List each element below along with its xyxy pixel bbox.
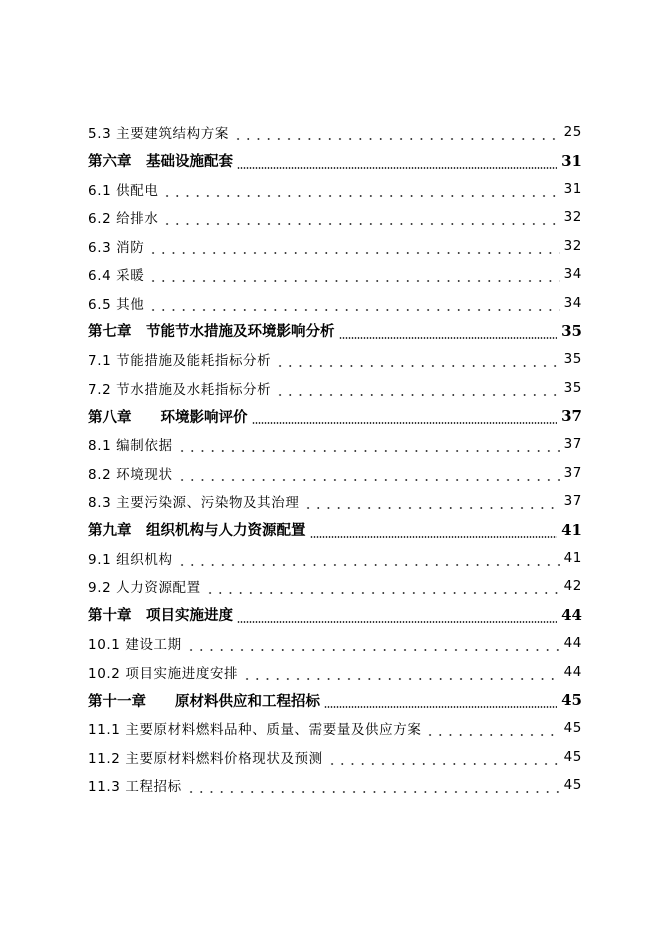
toc-page-number: 32 bbox=[563, 237, 582, 254]
toc-page-number: 37 bbox=[563, 464, 582, 481]
toc-entry-title: 第十章 项目实施进度 bbox=[88, 607, 233, 625]
dot-leader bbox=[303, 496, 559, 510]
table-of-contents bbox=[88, 118, 582, 799]
toc-page-number: 25 bbox=[563, 124, 582, 141]
toc-entry-title: 11.1 主要原材料燃料品种、质量、需要量及供应方案 bbox=[88, 722, 422, 739]
toc-page-number: 31 bbox=[563, 180, 582, 197]
toc-section-entry[interactable] bbox=[88, 260, 582, 288]
toc-section-entry[interactable] bbox=[88, 175, 582, 203]
dot-leader bbox=[327, 752, 560, 766]
toc-entry-title: 第七章 节能节水措施及环境影响分析 bbox=[88, 323, 335, 341]
toc-page-number: 45 bbox=[561, 691, 582, 709]
toc-section-entry[interactable] bbox=[88, 572, 582, 600]
dot-leader bbox=[205, 581, 560, 595]
toc-section-entry[interactable] bbox=[88, 714, 582, 742]
toc-entry-title: 第九章 组织机构与人力资源配置 bbox=[88, 522, 306, 540]
dot-leader bbox=[186, 780, 560, 794]
dot-leader bbox=[324, 695, 557, 709]
toc-page-number: 41 bbox=[563, 550, 582, 567]
toc-section-entry[interactable] bbox=[88, 203, 582, 231]
toc-entry-title: 6.4 采暖 bbox=[88, 268, 145, 285]
toc-entry-title: 6.5 其他 bbox=[88, 296, 145, 313]
dot-leader bbox=[425, 723, 559, 737]
dot-leader bbox=[148, 298, 559, 312]
toc-entry-title: 7.1 节能措施及能耗指标分析 bbox=[88, 353, 272, 370]
dot-leader bbox=[177, 439, 560, 453]
toc-page-number: 45 bbox=[563, 748, 582, 765]
toc-entry-title: 6.1 供配电 bbox=[88, 182, 159, 199]
toc-section-entry[interactable] bbox=[88, 487, 582, 515]
toc-entry-title: 第十一章 原材料供应和工程招标 bbox=[88, 692, 320, 710]
toc-page-number: 34 bbox=[563, 266, 582, 283]
toc-entry-title: 8.2 环境现状 bbox=[88, 466, 173, 483]
toc-section-entry[interactable] bbox=[88, 374, 582, 402]
toc-page-number: 41 bbox=[561, 520, 582, 539]
toc-entry-title: 8.1 编制依据 bbox=[88, 438, 173, 455]
dot-leader bbox=[339, 326, 558, 340]
dot-leader bbox=[275, 354, 559, 368]
dot-leader bbox=[275, 383, 559, 397]
toc-chapter-entry[interactable] bbox=[88, 515, 582, 543]
toc-page-number: 35 bbox=[563, 379, 582, 396]
toc-entry-title: 6.2 给排水 bbox=[88, 211, 159, 228]
toc-page-number: 37 bbox=[563, 436, 582, 453]
toc-entry-title: 5.3 主要建筑结构方案 bbox=[88, 126, 229, 143]
toc-page-number: 35 bbox=[561, 321, 582, 340]
dot-leader bbox=[148, 269, 559, 283]
toc-section-entry[interactable] bbox=[88, 430, 582, 458]
dot-leader bbox=[162, 212, 559, 226]
toc-entry-title: 8.3 主要污染源、污染物及其治理 bbox=[88, 495, 300, 512]
toc-page-number: 45 bbox=[563, 777, 582, 794]
toc-section-entry[interactable] bbox=[88, 657, 582, 685]
toc-section-entry[interactable] bbox=[88, 459, 582, 487]
toc-chapter-entry[interactable] bbox=[88, 601, 582, 629]
dot-leader bbox=[310, 525, 558, 539]
toc-page-number: 44 bbox=[563, 663, 582, 680]
toc-page-number: 35 bbox=[563, 351, 582, 368]
dot-leader bbox=[177, 468, 560, 482]
toc-entry-title: 11.3 工程招标 bbox=[88, 779, 182, 796]
toc-section-entry[interactable] bbox=[88, 345, 582, 373]
toc-section-entry[interactable] bbox=[88, 288, 582, 316]
toc-chapter-entry[interactable] bbox=[88, 686, 582, 714]
toc-section-entry[interactable] bbox=[88, 232, 582, 260]
toc-page-number: 31 bbox=[561, 151, 582, 170]
toc-page-number: 44 bbox=[563, 635, 582, 652]
toc-page-number: 37 bbox=[561, 407, 582, 426]
toc-entry-title: 6.3 消防 bbox=[88, 239, 145, 256]
toc-entry-title: 10.1 建设工期 bbox=[88, 637, 182, 654]
dot-leader bbox=[148, 241, 559, 255]
toc-entry-title: 9.1 组织机构 bbox=[88, 552, 173, 569]
dot-leader bbox=[237, 610, 557, 624]
toc-page-number: 45 bbox=[563, 720, 582, 737]
dot-leader bbox=[237, 156, 557, 170]
dot-leader bbox=[233, 127, 560, 141]
toc-section-entry[interactable] bbox=[88, 118, 582, 146]
toc-section-entry[interactable] bbox=[88, 743, 582, 771]
dot-leader bbox=[186, 638, 560, 652]
dot-leader bbox=[162, 184, 559, 198]
dot-leader bbox=[252, 411, 558, 425]
toc-section-entry[interactable] bbox=[88, 771, 582, 799]
toc-entry-title: 第八章 环境影响评价 bbox=[88, 408, 248, 426]
toc-entry-title: 7.2 节水措施及水耗指标分析 bbox=[88, 381, 272, 398]
dot-leader bbox=[242, 667, 559, 681]
toc-entry-title: 10.2 项目实施进度安排 bbox=[88, 665, 239, 682]
dot-leader bbox=[177, 553, 560, 567]
toc-section-entry[interactable] bbox=[88, 544, 582, 572]
toc-entry-title: 第六章 基础设施配套 bbox=[88, 153, 233, 171]
toc-page-number: 37 bbox=[563, 493, 582, 510]
toc-entry-title: 11.2 主要原材料燃料价格现状及预测 bbox=[88, 750, 323, 767]
toc-page-number: 34 bbox=[563, 294, 582, 311]
toc-page-number: 44 bbox=[561, 605, 582, 624]
toc-entry-title: 9.2 人力资源配置 bbox=[88, 580, 201, 597]
toc-page-number: 32 bbox=[563, 209, 582, 226]
toc-section-entry[interactable] bbox=[88, 629, 582, 657]
toc-chapter-entry[interactable] bbox=[88, 146, 582, 174]
toc-chapter-entry[interactable] bbox=[88, 402, 582, 430]
toc-page-number: 42 bbox=[563, 578, 582, 595]
toc-chapter-entry[interactable] bbox=[88, 317, 582, 345]
